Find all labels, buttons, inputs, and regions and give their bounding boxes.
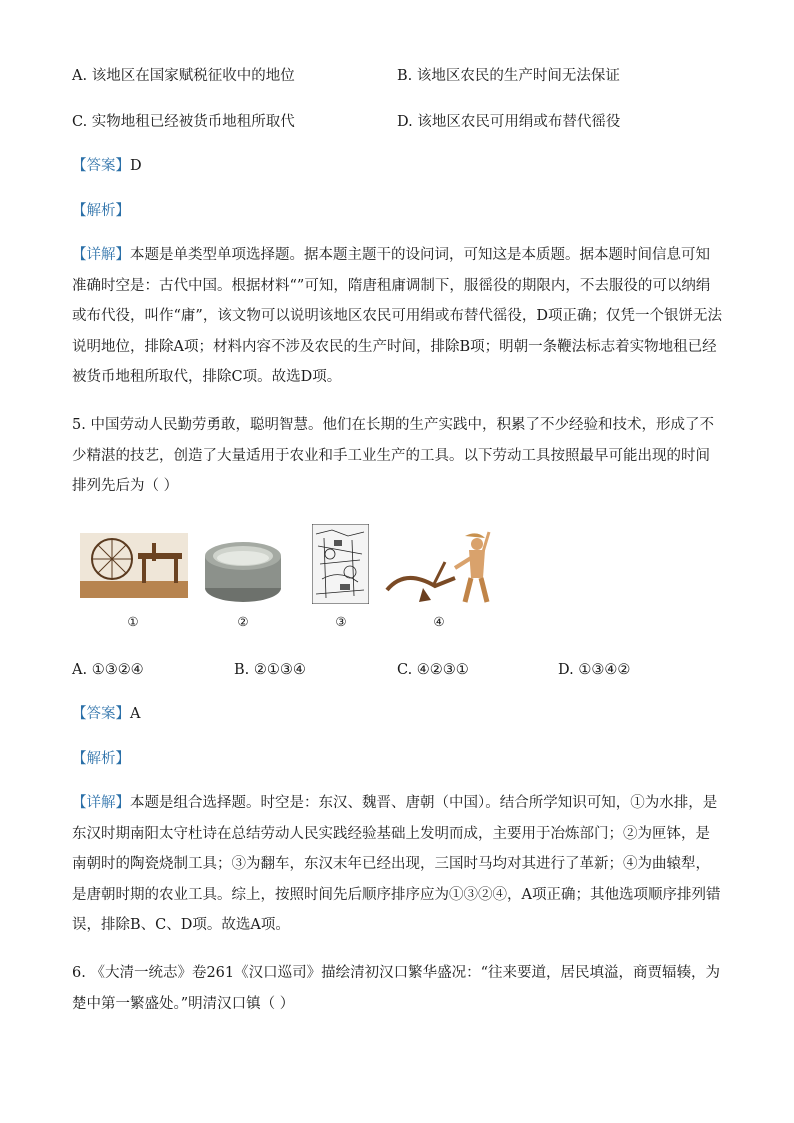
q4-option-b: B. 该地区农民的生产时间无法保证 [397,68,620,84]
q4-option-c: C. 实物地租已经被货币地租所取代 [72,114,295,130]
porcelain-sagger-image [202,536,284,606]
answer-value: D [130,158,142,174]
q4-option-a: A. 该地区在国家赋税征收中的地位 [72,68,295,84]
detail-text: 本题是组合选择题。时空是：东汉、魏晋、唐朝（中国）。结合所学知识可知，①为水排，是东汉时期南阳太守杜诗在总结劳动人民实践经验基础上发明而成，主要用于冶炼部门；②为匣钵，是南朝时的陶瓷烧制工具；③为翻车，东汉末年已经出现，三国时马均对其进行了革新；④为曲辕犁，是唐朝时期的农业工具。综上，按照时间先后顺序排序应为①③②④，A项正确；其他选项顺序排列错误，排除B、C、D项。故选A项。 [72,795,721,933]
q4-option-d: D. 该地区农民可用绢或布替代徭役 [397,114,621,130]
q5-option-c: C. ④②③① [397,662,469,678]
q4-analysis-label: 【解析】 [72,203,130,219]
detail-text: 本题是单类型单项选择题。据本题主题干的设问词，可知这是本质题。据本题时间信息可知准确时空是：古代中国。根据材料“”可知，隋唐租庸调制下，服徭役的期限内，不去服役的可以纳绢或布代役，叫作“庸”，该文物可以说明该地区农民可用绢或布替代徭役，D项正确；仅凭一个银饼无法说明地位，排除A项；材料内容不涉及农民的生产时间，排除B项；明朝一条鞭法标志着实物地租已经被货币地租所取代，排除C项。故选D项。 [72,247,722,385]
image-caption-3: ③ [335,614,347,629]
image-caption-4: ④ [433,614,445,629]
q5-answer [72,704,140,724]
answer-tag: 【答案】 [72,706,130,722]
water-wheel-image [80,533,188,598]
q5-option-b: B. ②①③④ [234,662,306,678]
curved-plough-image [385,528,493,606]
image-caption-1: ① [127,614,139,629]
answer-tag: 【答案】 [72,158,130,174]
q5-analysis-label: 【解析】 [72,751,130,767]
answer-value: A [130,706,141,722]
q4-answer [72,156,142,176]
q5-stem: 5. 中国劳动人民勤劳勇敢，聪明智慧。他们在长期的生产实践中，积累了不少经验和技术，形成了不少精湛的技艺，创造了大量适用于农业和手工业生产的工具。以下劳动工具按照最早可能出现的时间排列先后为（ ） [72,417,714,494]
q6-stem: 6. 《大清一统志》卷261《汉口巡司》描绘清初汉口繁华盛况：“往来要道，居民填溢，商贾辐辏，为楚中第一繁盛处。”明清汉口镇（ ） [72,965,721,1012]
detail-tag: 【详解】 [72,795,130,811]
dragon-bone-waterwheel-image [312,524,369,604]
image-caption-2: ② [237,614,249,629]
q4-detail [72,240,722,393]
q5-option-a: A. ①③②④ [72,662,144,678]
q5-detail [72,788,722,941]
q5-option-d: D. ①③④② [558,662,631,678]
detail-tag: 【详解】 [72,247,130,263]
